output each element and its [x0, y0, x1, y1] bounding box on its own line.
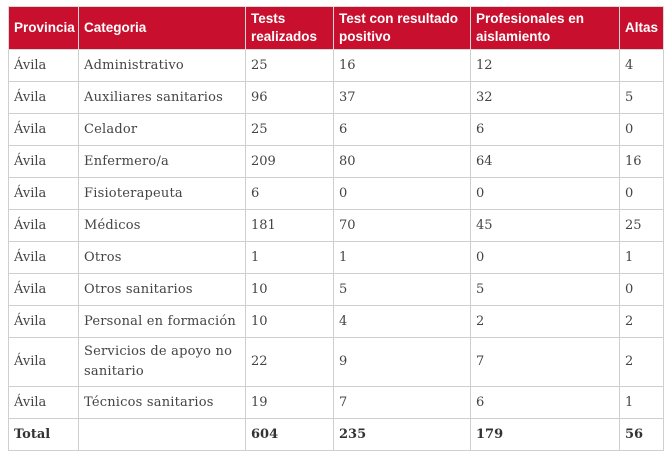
cell-altas: 25	[620, 210, 664, 242]
cell-test-positivo: 37	[334, 82, 471, 114]
cell-altas: 0	[620, 114, 664, 146]
cell-categoria: Personal en formación	[79, 306, 246, 338]
cell-test-positivo: 16	[334, 50, 471, 82]
cell-altas: 1	[620, 387, 664, 419]
cell-provincia: Ávila	[9, 210, 79, 242]
table-row	[9, 274, 664, 306]
cell-profesionales-aislamiento: 64	[471, 146, 620, 178]
total-test-positivo: 235	[334, 419, 471, 451]
cell-provincia: Ávila	[9, 242, 79, 274]
cell-categoria: Servicios de apoyo no sanitario	[79, 338, 246, 387]
cell-test-positivo: 9	[334, 338, 471, 387]
cell-profesionales-aislamiento: 7	[471, 338, 620, 387]
table-header	[9, 7, 664, 50]
cell-categoria: Fisioterapeuta	[79, 178, 246, 210]
total-tests-realizados: 604	[246, 419, 334, 451]
cell-profesionales-aislamiento: 6	[471, 114, 620, 146]
table-row	[9, 242, 664, 274]
cell-tests-realizados: 10	[246, 274, 334, 306]
cell-tests-realizados: 96	[246, 82, 334, 114]
cell-provincia: Ávila	[9, 338, 79, 387]
cell-altas: 0	[620, 274, 664, 306]
table-row	[9, 210, 664, 242]
cell-profesionales-aislamiento: 2	[471, 306, 620, 338]
cell-categoria: Enfermero/a	[79, 146, 246, 178]
cell-tests-realizados: 209	[246, 146, 334, 178]
header-profesionales-aislamiento: Profesionales en aislamiento	[471, 7, 620, 50]
cell-test-positivo: 80	[334, 146, 471, 178]
table-row	[9, 387, 664, 419]
header-row	[9, 7, 664, 50]
cell-profesionales-aislamiento: 32	[471, 82, 620, 114]
cell-test-positivo: 1	[334, 242, 471, 274]
total-row	[9, 419, 664, 451]
total-provincia: Total	[9, 419, 79, 451]
cell-tests-realizados: 6	[246, 178, 334, 210]
header-altas: Altas	[620, 7, 664, 50]
total-profesionales-aislamiento: 179	[471, 419, 620, 451]
header-tests-realizados: Tests realizados	[246, 7, 334, 50]
data-table	[8, 6, 664, 451]
cell-test-positivo: 0	[334, 178, 471, 210]
header-test-positivo: Test con resultado positivo	[334, 7, 471, 50]
cell-categoria: Otros	[79, 242, 246, 274]
cell-test-positivo: 4	[334, 306, 471, 338]
cell-provincia: Ávila	[9, 146, 79, 178]
cell-categoria: Médicos	[79, 210, 246, 242]
cell-categoria: Técnicos sanitarios	[79, 387, 246, 419]
cell-altas: 5	[620, 82, 664, 114]
cell-categoria: Auxiliares sanitarios	[79, 82, 246, 114]
cell-tests-realizados: 25	[246, 114, 334, 146]
total-altas: 56	[620, 419, 664, 451]
cell-altas: 16	[620, 146, 664, 178]
cell-profesionales-aislamiento: 5	[471, 274, 620, 306]
table-row	[9, 82, 664, 114]
cell-tests-realizados: 10	[246, 306, 334, 338]
total-categoria	[79, 419, 246, 451]
cell-provincia: Ávila	[9, 274, 79, 306]
cell-test-positivo: 7	[334, 387, 471, 419]
table-row	[9, 146, 664, 178]
table-row	[9, 306, 664, 338]
cell-altas: 0	[620, 178, 664, 210]
cell-altas: 1	[620, 242, 664, 274]
table-row	[9, 114, 664, 146]
header-provincia: Provincia	[9, 7, 79, 50]
cell-altas: 2	[620, 338, 664, 387]
cell-profesionales-aislamiento: 0	[471, 178, 620, 210]
cell-profesionales-aislamiento: 12	[471, 50, 620, 82]
table-body	[9, 50, 664, 451]
cell-provincia: Ávila	[9, 82, 79, 114]
cell-provincia: Ávila	[9, 178, 79, 210]
cell-categoria: Administrativo	[79, 50, 246, 82]
cell-tests-realizados: 19	[246, 387, 334, 419]
cell-profesionales-aislamiento: 0	[471, 242, 620, 274]
cell-test-positivo: 5	[334, 274, 471, 306]
header-categoria: Categoria	[79, 7, 246, 50]
cell-provincia: Ávila	[9, 50, 79, 82]
cell-tests-realizados: 1	[246, 242, 334, 274]
cell-altas: 4	[620, 50, 664, 82]
cell-tests-realizados: 22	[246, 338, 334, 387]
cell-tests-realizados: 25	[246, 50, 334, 82]
cell-provincia: Ávila	[9, 306, 79, 338]
cell-categoria: Otros sanitarios	[79, 274, 246, 306]
cell-provincia: Ávila	[9, 114, 79, 146]
table-row	[9, 178, 664, 210]
cell-altas: 2	[620, 306, 664, 338]
cell-profesionales-aislamiento: 6	[471, 387, 620, 419]
cell-categoria: Celador	[79, 114, 246, 146]
table-row	[9, 50, 664, 82]
cell-test-positivo: 70	[334, 210, 471, 242]
cell-provincia: Ávila	[9, 387, 79, 419]
cell-test-positivo: 6	[334, 114, 471, 146]
cell-profesionales-aislamiento: 45	[471, 210, 620, 242]
cell-tests-realizados: 181	[246, 210, 334, 242]
table-row	[9, 338, 664, 387]
